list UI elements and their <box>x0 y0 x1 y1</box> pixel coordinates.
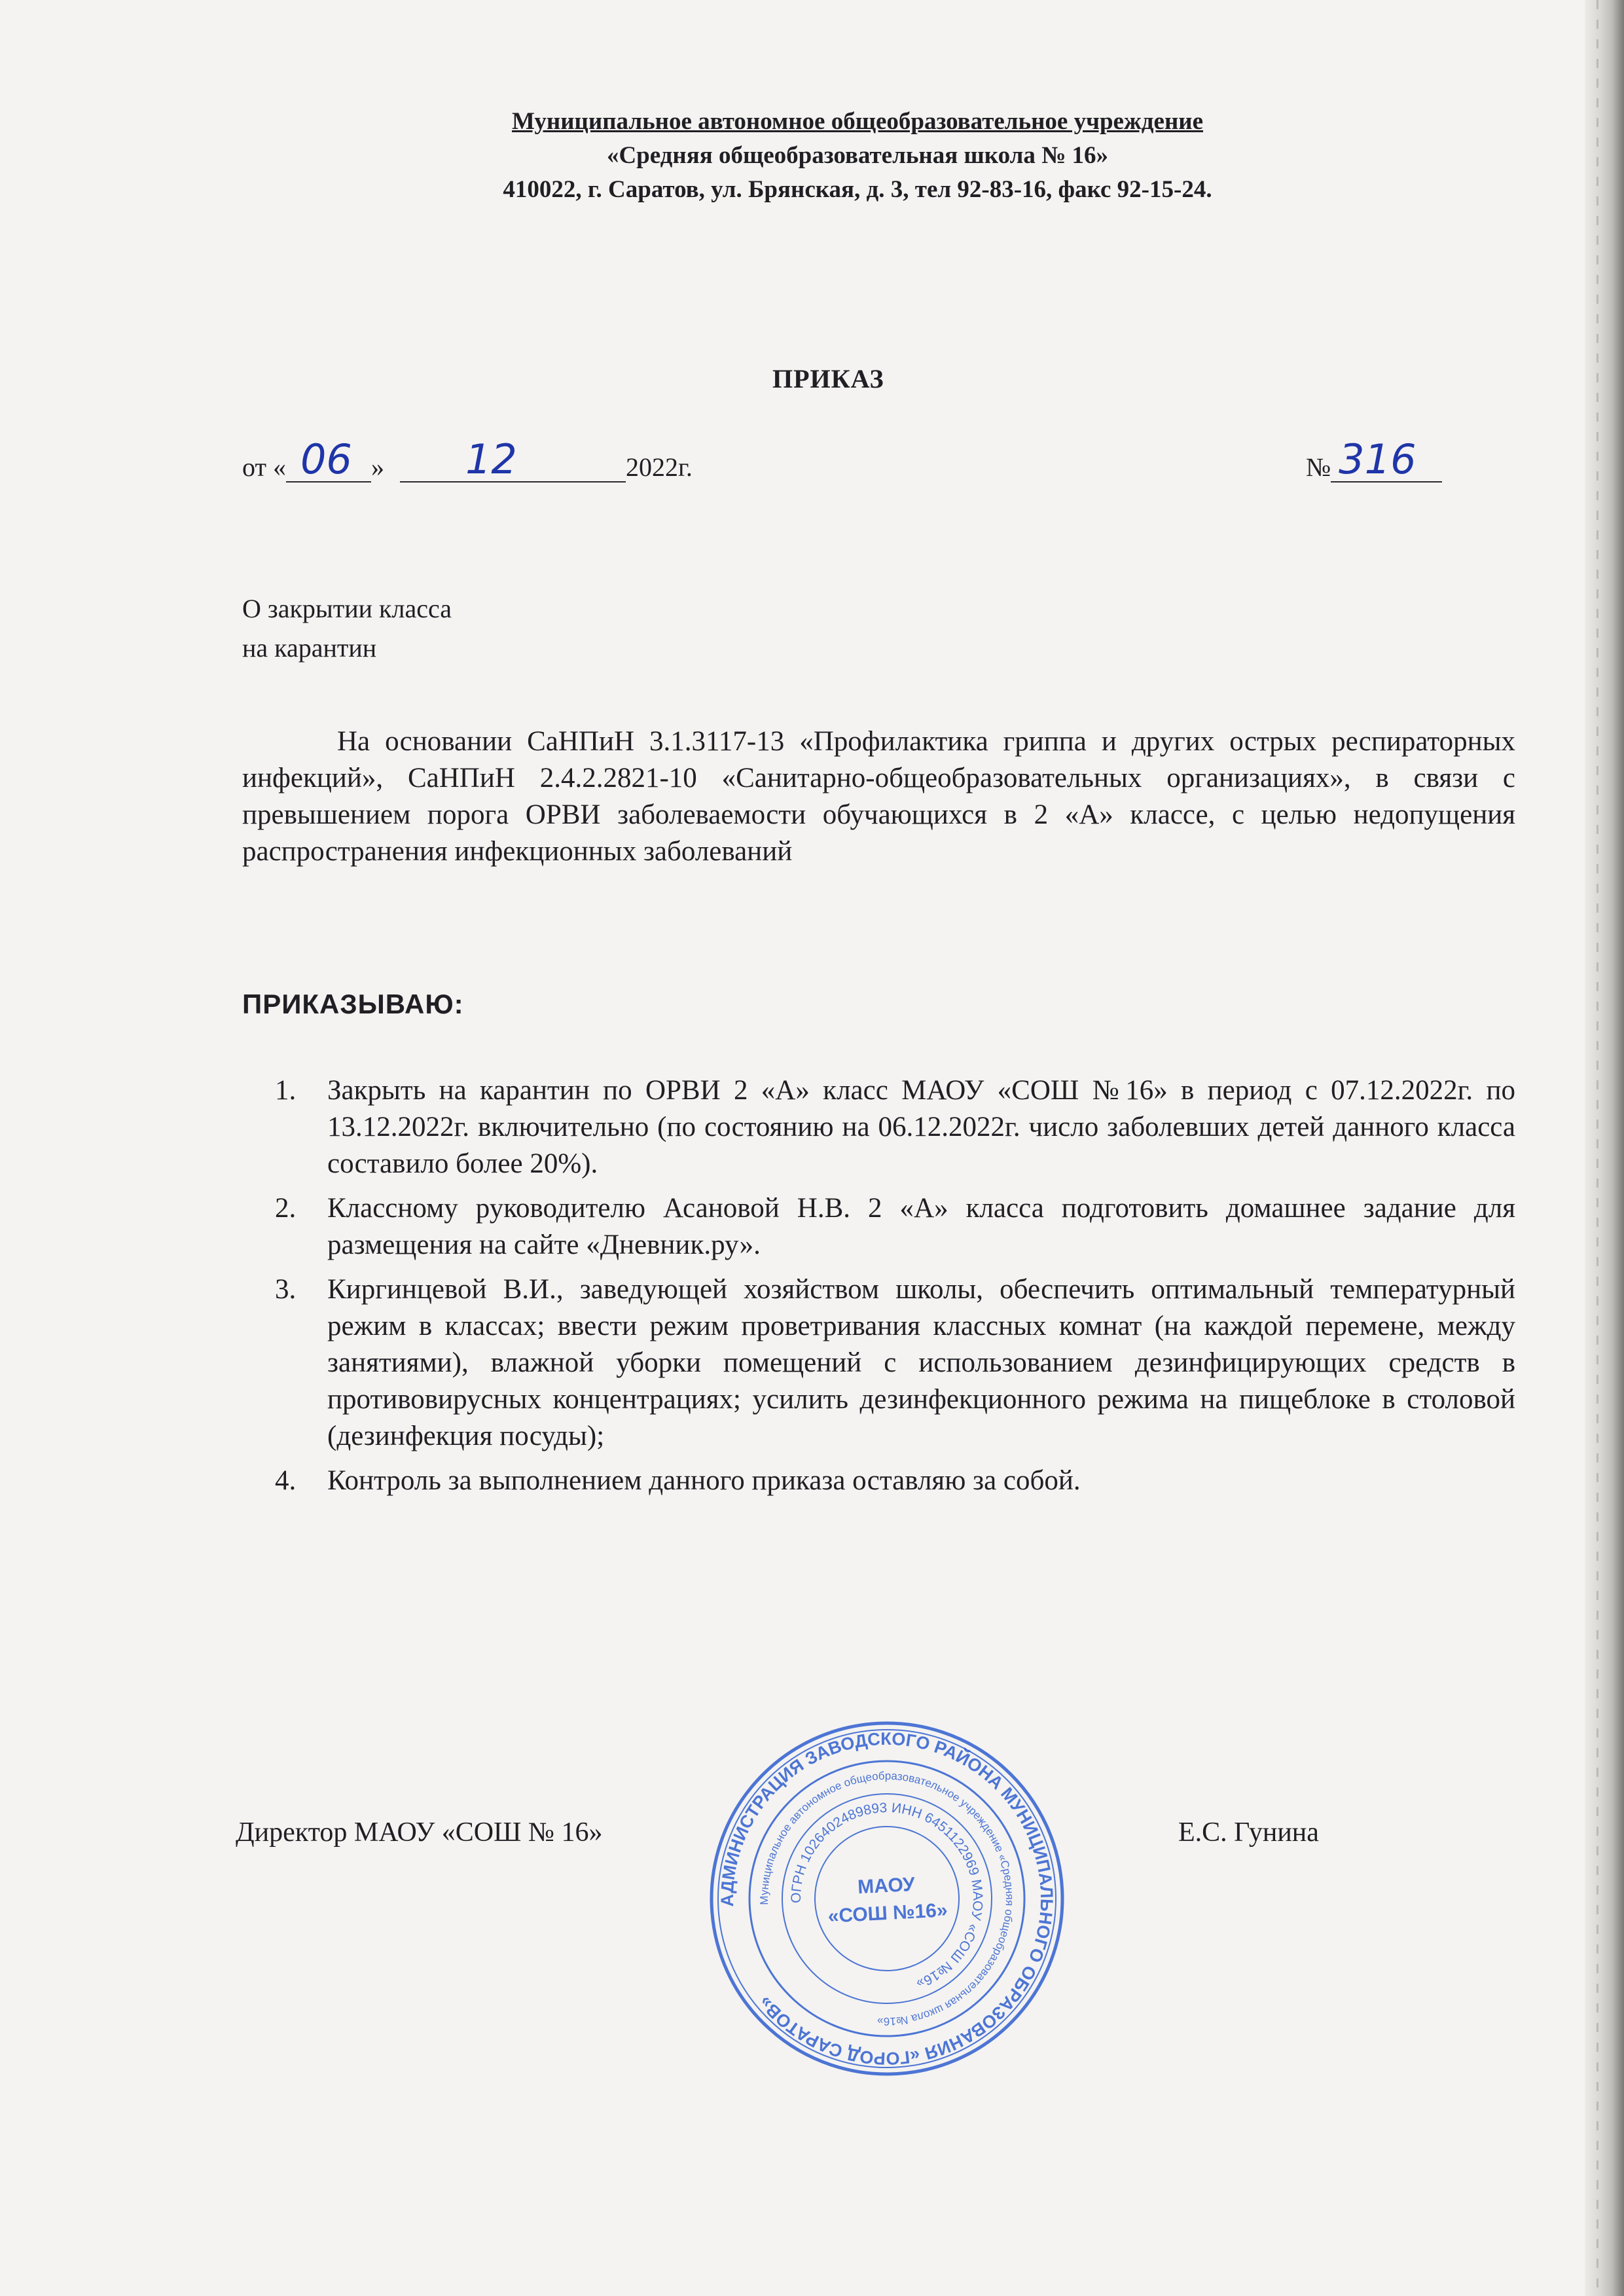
date-number-line <box>242 435 1519 498</box>
letterhead-address: 410022, г. Саратов, ул. Брянская, д. 3, тел 92-83-16, факс 92-15-24. <box>503 176 1212 203</box>
subject-line-1: О закрытии класса <box>242 594 452 623</box>
seal-inner-text: ОГРН 1026402489893 ИНН 6451122969 МАОУ «СОШ №16» <box>788 1800 986 1992</box>
seal-middle-text: Муниципальное автономное общеобразовательное учреждение «Средняя общеобразовательная школа №16» <box>757 1769 1017 2028</box>
date-prefix: от « <box>242 452 286 482</box>
letterhead <box>367 105 1348 207</box>
item-number: 2. <box>275 1193 297 1224</box>
order-item <box>275 1271 1515 1455</box>
order-item <box>275 1072 1515 1182</box>
item-number: 3. <box>275 1274 297 1305</box>
handwritten-number: 316 <box>1339 435 1416 483</box>
order-item <box>275 1463 1515 1499</box>
seal-center-line-2: «СОШ №16» <box>827 1899 948 1927</box>
document-title: ПРИКАЗ <box>772 364 884 393</box>
item-text: Классному руководителю Асановой Н.В. 2 «А» класса подготовить домашнее задание для размещения на сайте «Дневник.ру». <box>327 1193 1515 1260</box>
school-seal-stamp <box>695 1706 1080 2092</box>
item-number: 1. <box>275 1075 297 1106</box>
day-blank <box>286 435 371 483</box>
subject-line-2: на карантин <box>242 633 377 663</box>
order-items <box>275 1072 1515 1507</box>
seal-graphic <box>695 1706 1080 2092</box>
item-number: 4. <box>275 1465 297 1496</box>
order-subject <box>242 589 452 668</box>
scan-page-edge <box>1585 0 1624 2296</box>
letterhead-institution: Муниципальное автономное общеобразовательное учреждение <box>511 108 1204 135</box>
seal-outer-text: АДМИНИСТРАЦИЯ ЗАВОДСКОГО РАЙОНА МУНИЦИПАЛЬНОГО ОБРАЗОВАНИЯ «ГОРОД САРАТОВ» <box>717 1728 1057 2069</box>
handwritten-day: 06 <box>300 435 352 483</box>
letterhead-school-name: «Средняя общеобразовательная школа № 16» <box>606 142 1109 169</box>
seal-center-line-1: МАОУ <box>857 1873 916 1899</box>
month-blank <box>400 435 626 483</box>
signatory-name: Е.С. Гунина <box>1178 1817 1319 1848</box>
number-label: № <box>1306 452 1331 482</box>
order-item <box>275 1190 1515 1264</box>
date-year: 2022г. <box>625 452 693 482</box>
item-text: Контроль за выполнением данного приказа оставляю за собой. <box>327 1465 1081 1496</box>
signatory-position: Директор МАОУ «СОШ № 16» <box>236 1817 603 1848</box>
number-blank <box>1331 435 1442 483</box>
item-text: Киргинцевой В.И., заведующей хозяйством школы, обеспечить оптимальный температурный режим в классах; ввести режим проветривания классных комнат (на каждой перемене, между занятиями), влажной уборки помещений с использованием дезинфицирующих средств в противовирусных концентрациях; усилить дезинфекционного режима на пищеблоке в столовой (дезинфекция посуды); <box>327 1274 1515 1451</box>
date-field <box>242 435 693 483</box>
preamble-paragraph: На основании СаНПиН 3.1.3117-13 «Профилактика гриппа и других острых респираторных инфекций», СаНПиН 2.4.2.2821-10 «Санитарно-общеобразовательных организациях», в связи с превышением порога ОРВИ заболеваемости обучающихся в 2 «А» классе, с целью недопущения распространения инфекционных заболеваний <box>242 726 1515 867</box>
handwritten-month: 12 <box>465 435 517 483</box>
number-field <box>1306 435 1442 483</box>
item-text: Закрыть на карантин по ОРВИ 2 «А» класс МАОУ «СОШ №16» в период с 07.12.2022г. по 13.12.2022г. включительно (по состоянию на 06.12.2022г. число заболевших детей данного класса составило более 20%). <box>327 1075 1515 1179</box>
order-directive: ПРИКАЗЫВАЮ: <box>242 989 464 1019</box>
date-mid: » <box>370 452 384 482</box>
